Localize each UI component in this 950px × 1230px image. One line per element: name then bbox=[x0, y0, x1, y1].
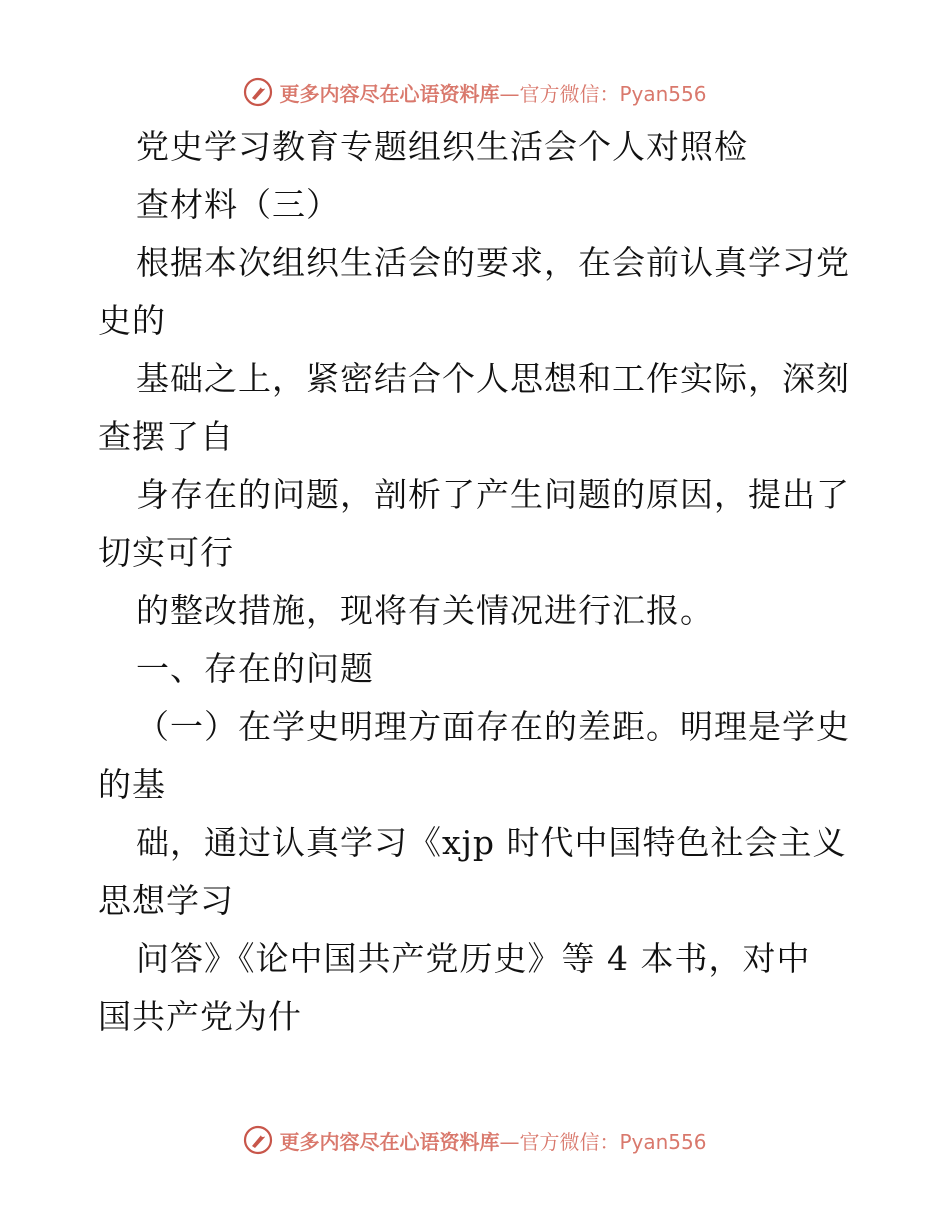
paragraph-line: 身存在的问题，剖析了产生问题的原因，提出了 bbox=[136, 475, 850, 514]
section-heading: 一、存在的问题 bbox=[136, 649, 374, 688]
footer-watermark bbox=[0, 1120, 950, 1160]
title-line-2: 查材料（三） bbox=[136, 185, 340, 224]
paragraph-line: 查摆了自 bbox=[98, 417, 234, 456]
paragraph-line: 思想学习 bbox=[98, 881, 234, 920]
paragraph-line: 国共产党为什 bbox=[98, 997, 302, 1036]
paragraph-line: 问答》《论中国共产党历史》等 4 本书，对中 bbox=[136, 939, 811, 978]
paragraph-line: 基础之上，紧密结合个人思想和工作实际，深刻 bbox=[136, 359, 850, 398]
pen-nib-icon bbox=[243, 1125, 273, 1155]
paragraph-line: 史的 bbox=[98, 301, 166, 340]
pen-nib-icon bbox=[243, 77, 273, 107]
watermark-main-text: 更多内容尽在心语资料库 bbox=[279, 81, 500, 106]
paragraph-line: （一）在学史明理方面存在的差距。明理是学史 bbox=[136, 707, 850, 746]
paragraph-line: 础，通过认真学习《xjp 时代中国特色社会主义 bbox=[136, 823, 847, 862]
paragraph-line: 的基 bbox=[98, 765, 166, 804]
header-watermark bbox=[0, 72, 950, 112]
paragraph-line: 的整改措施，现将有关情况进行汇报。 bbox=[136, 591, 714, 630]
title-line-1: 党史学习教育专题组织生活会个人对照检 bbox=[136, 127, 748, 166]
watermark-sub-text: —官方微信：Pyan556 bbox=[499, 81, 707, 106]
paragraph-line: 切实可行 bbox=[98, 533, 234, 572]
watermark-main-text: 更多内容尽在心语资料库 bbox=[279, 1129, 500, 1154]
watermark-sub-text: —官方微信：Pyan556 bbox=[499, 1129, 707, 1154]
document-body bbox=[98, 118, 858, 1046]
paragraph-line: 根据本次组织生活会的要求，在会前认真学习党 bbox=[136, 243, 850, 282]
